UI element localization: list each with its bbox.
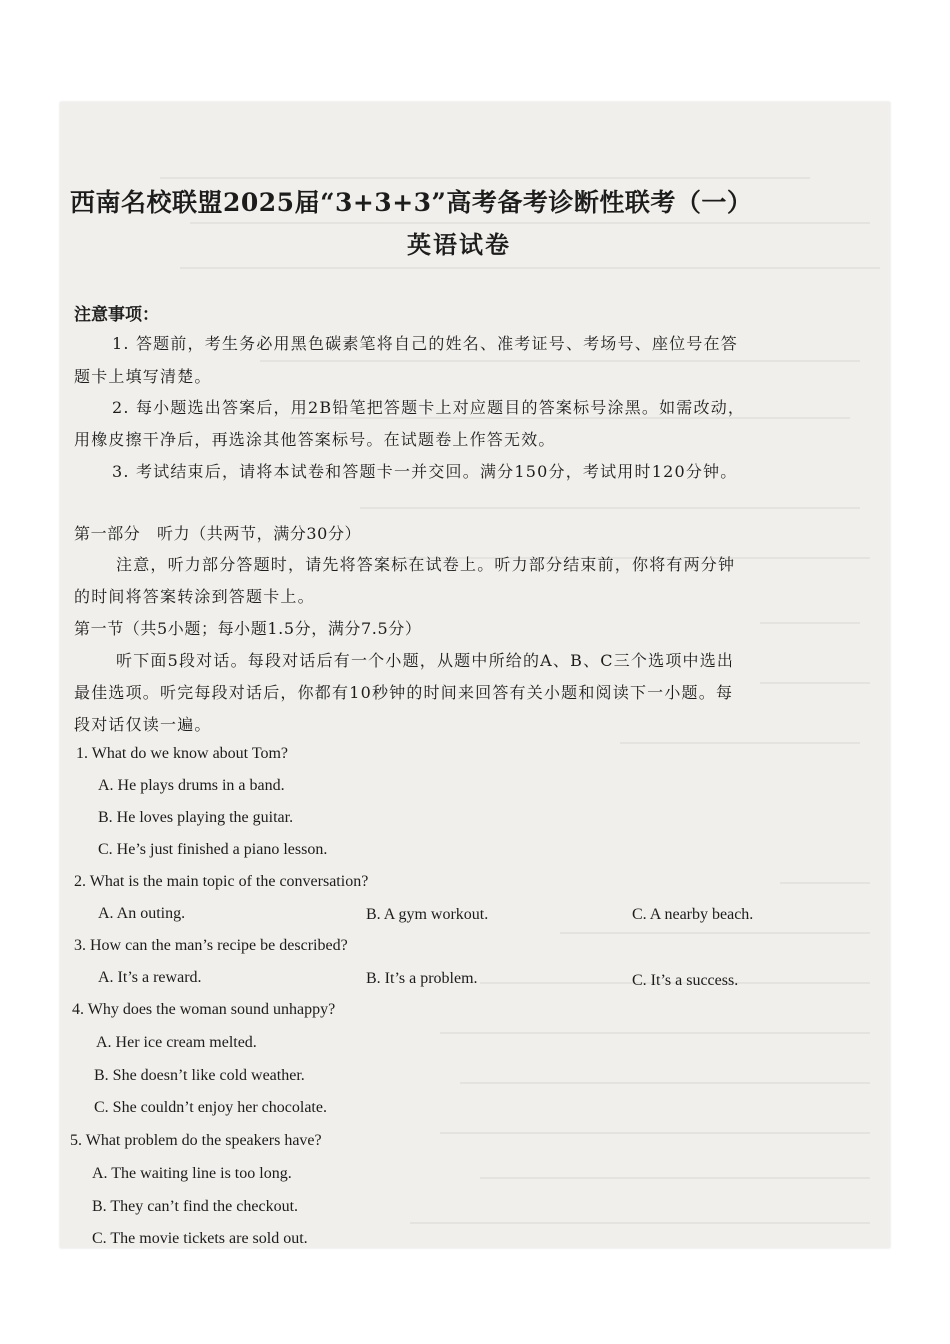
question-4-stem: 4. Why does the woman sound unhappy? <box>72 1001 336 1018</box>
section-1-instructions-line-1: 听下面5段对话。每段对话后有一个小题，从题中所给的A、B、C三个选项中选出 <box>116 651 735 670</box>
section-1-heading: 第一节（共5小题；每小题1.5分，满分7.5分） <box>74 619 422 638</box>
notice-item-3: 3. 考试结束后，请将本试卷和答题卡一并交回。满分150分，考试用时120分钟。 <box>112 462 738 481</box>
question-3-option-c: C. It’s a success. <box>632 972 739 989</box>
part-1-note-line-2: 的时间将答案转涂到答题卡上。 <box>74 587 315 606</box>
question-2-option-b: B. A gym workout. <box>366 906 489 923</box>
part-1-heading: 第一部分 听力（共两节，满分30分） <box>74 524 362 543</box>
question-2-option-a: A. An outing. <box>98 905 186 922</box>
question-4-option-c: C. She couldn’t enjoy her chocolate. <box>94 1099 327 1116</box>
question-1-stem: 1. What do we know about Tom? <box>76 745 289 762</box>
notice-item-1-line-1: 1. 答题前，考生务必用黑色碳素笔将自己的姓名、准考证号、考场号、座位号在答 <box>112 334 738 353</box>
part-1-note-line-1: 注意，听力部分答题时，请先将答案标在试卷上。听力部分结束前，你将有两分钟 <box>116 555 736 574</box>
question-3-stem: 3. How can the man’s recipe be described? <box>74 937 348 954</box>
notice-item-2-line-1: 2. 每小题选出答案后，用2B铅笔把答题卡上对应题目的答案标号涂黑。如需改动， <box>112 398 746 417</box>
notice-item-2-line-2: 用橡皮擦干净后，再选涂其他答案标号。在试题卷上作答无效。 <box>74 430 556 449</box>
question-5-option-c: C. The movie tickets are sold out. <box>92 1230 308 1247</box>
question-2-option-c: C. A nearby beach. <box>632 906 754 923</box>
question-4-option-a: A. Her ice cream melted. <box>96 1034 257 1051</box>
question-4-option-b: B. She doesn’t like cold weather. <box>94 1067 305 1084</box>
notice-item-1-line-2: 题卡上填写清楚。 <box>74 367 212 386</box>
question-5-stem: 5. What problem do the speakers have? <box>70 1132 322 1149</box>
section-1-instructions-line-3: 段对话仅读一遍。 <box>74 715 212 734</box>
question-3-option-b: B. It’s a problem. <box>366 970 478 987</box>
question-1-option-a: A. He plays drums in a band. <box>98 777 285 794</box>
question-5-option-a: A. The waiting line is too long. <box>92 1165 292 1182</box>
section-1-instructions-line-2: 最佳选项。听完每段对话后，你都有10秒钟的时间来回答有关小题和阅读下一小题。每 <box>74 683 734 702</box>
question-5-option-b: B. They can’t find the checkout. <box>92 1198 299 1215</box>
question-3-option-a: A. It’s a reward. <box>98 969 202 986</box>
exam-subtitle: 英语试卷 <box>407 230 511 259</box>
question-1-option-b: B. He loves playing the guitar. <box>98 809 294 826</box>
exam-title: 西南名校联盟2025届“3+3+3”高考备考诊断性联考（一） <box>70 188 753 217</box>
question-1-option-c: C. He’s just finished a piano lesson. <box>98 841 328 858</box>
notice-heading: 注意事项： <box>74 305 159 325</box>
question-2-stem: 2. What is the main topic of the conversation? <box>74 873 369 890</box>
